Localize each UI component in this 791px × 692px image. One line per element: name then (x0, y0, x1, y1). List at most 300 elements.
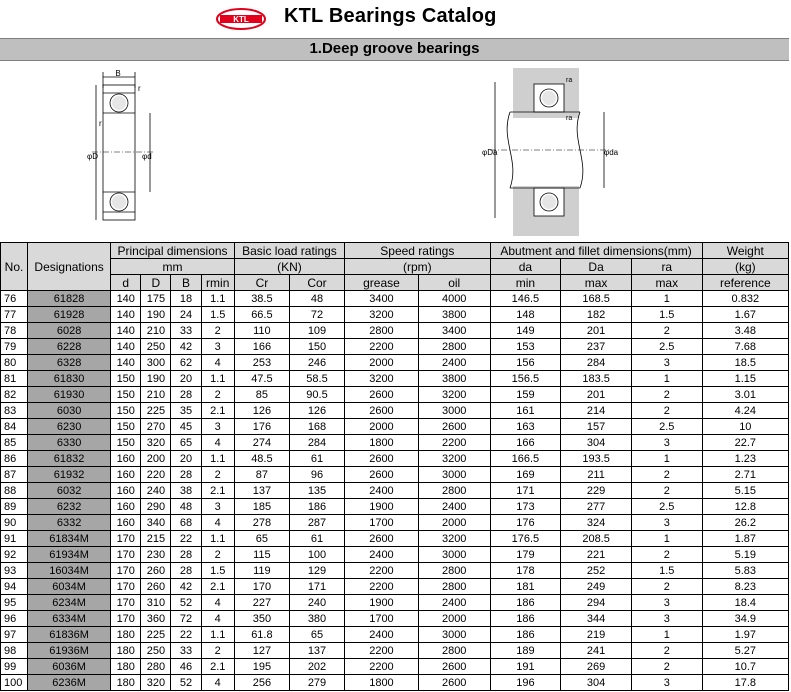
cell-D: 225 (141, 627, 171, 643)
cell-cr: 166 (234, 339, 289, 355)
cell-rmin: 1.5 (201, 307, 234, 323)
cell-weight: 3.01 (702, 387, 788, 403)
cell-D: 280 (141, 659, 171, 675)
cell-cor: 240 (289, 595, 344, 611)
table-row (1, 531, 789, 547)
cell-no: 87 (1, 467, 28, 483)
cell-ra-max: 2.5 (631, 419, 702, 435)
cell-cor: 284 (289, 435, 344, 451)
cell-Da-max: 284 (561, 355, 632, 371)
cell-oil: 4000 (418, 291, 490, 307)
cell-Da-max: 168.5 (561, 291, 632, 307)
cell-grease: 2600 (345, 467, 419, 483)
header-sub-rmin: rmin (201, 275, 234, 291)
header-no: No. (1, 243, 28, 291)
cell-B: 42 (171, 339, 201, 355)
table-row (1, 339, 789, 355)
cell-B: 72 (171, 611, 201, 627)
cell-da-min: 176.5 (490, 531, 561, 547)
table-row (1, 323, 789, 339)
table-row (1, 499, 789, 515)
cell-grease: 3200 (345, 307, 419, 323)
cell-designation: 6236M (28, 675, 111, 691)
cell-ra-max: 3 (631, 595, 702, 611)
header-weight-unit: (kg) (702, 259, 788, 275)
cell-cor: 48 (289, 291, 344, 307)
cell-cor: 202 (289, 659, 344, 675)
cell-designation: 61836M (28, 627, 111, 643)
header-sub-B: B (171, 275, 201, 291)
table-row (1, 643, 789, 659)
cell-designation: 61834M (28, 531, 111, 547)
cell-cor: 186 (289, 499, 344, 515)
cell-d: 150 (111, 371, 141, 387)
cell-Da-max: 193.5 (561, 451, 632, 467)
cell-designation: 61930 (28, 387, 111, 403)
cell-B: 33 (171, 643, 201, 659)
cell-ra-max: 2 (631, 579, 702, 595)
cell-d: 170 (111, 547, 141, 563)
cell-cr: 278 (234, 515, 289, 531)
catalog-header (0, 0, 791, 38)
cell-d: 170 (111, 531, 141, 547)
cell-weight: 10.7 (702, 659, 788, 675)
cell-D: 270 (141, 419, 171, 435)
cell-da-min: 173 (490, 499, 561, 515)
cell-Da-max: 229 (561, 483, 632, 499)
header-speed-ratings: Speed ratings (345, 243, 491, 259)
cell-d: 150 (111, 435, 141, 451)
cell-D: 340 (141, 515, 171, 531)
cell-weight: 5.19 (702, 547, 788, 563)
cell-grease: 2000 (345, 355, 419, 371)
table-row (1, 387, 789, 403)
cell-rmin: 2 (201, 323, 234, 339)
cell-Da-max: 183.5 (561, 371, 632, 387)
cell-designation: 6332 (28, 515, 111, 531)
header-speed-unit: (rpm) (345, 259, 491, 275)
cell-no: 93 (1, 563, 28, 579)
cell-B: 52 (171, 675, 201, 691)
ktl-logo (216, 8, 266, 30)
cell-d: 170 (111, 579, 141, 595)
cell-D: 175 (141, 291, 171, 307)
cell-weight: 8.23 (702, 579, 788, 595)
cell-da-min: 186 (490, 611, 561, 627)
cell-weight: 26.2 (702, 515, 788, 531)
cell-B: 22 (171, 531, 201, 547)
cell-no: 94 (1, 579, 28, 595)
cell-da-min: 166.5 (490, 451, 561, 467)
label-ra-side: ra (566, 115, 573, 122)
cell-B: 28 (171, 387, 201, 403)
cell-Da-max: 241 (561, 643, 632, 659)
cell-D: 300 (141, 355, 171, 371)
cell-weight: 34.9 (702, 611, 788, 627)
cell-no: 78 (1, 323, 28, 339)
table-row (1, 355, 789, 371)
cell-no: 77 (1, 307, 28, 323)
cell-no: 98 (1, 643, 28, 659)
cell-d: 160 (111, 483, 141, 499)
header-principal-dimensions: Principal dimensions (111, 243, 235, 259)
cell-grease: 2200 (345, 339, 419, 355)
cell-cor: 150 (289, 339, 344, 355)
cell-rmin: 1.1 (201, 371, 234, 387)
table-row (1, 675, 789, 691)
cell-no: 88 (1, 483, 28, 499)
cell-D: 210 (141, 387, 171, 403)
cell-cr: 127 (234, 643, 289, 659)
cell-cor: 96 (289, 467, 344, 483)
cell-cor: 287 (289, 515, 344, 531)
cell-Da-max: 201 (561, 323, 632, 339)
cell-rmin: 4 (201, 435, 234, 451)
cell-cr: 48.5 (234, 451, 289, 467)
table-row (1, 451, 789, 467)
header-ra: ra (631, 259, 702, 275)
cell-cor: 58.5 (289, 371, 344, 387)
cell-oil: 3000 (418, 467, 490, 483)
header-sub-grease: grease (345, 275, 419, 291)
cell-no: 100 (1, 675, 28, 691)
cell-grease: 2400 (345, 627, 419, 643)
cell-oil: 2600 (418, 659, 490, 675)
table-row (1, 483, 789, 499)
cell-D: 250 (141, 339, 171, 355)
cell-cor: 129 (289, 563, 344, 579)
cell-designation: 6328 (28, 355, 111, 371)
cell-da-min: 196 (490, 675, 561, 691)
cell-D: 310 (141, 595, 171, 611)
cell-da-min: 156 (490, 355, 561, 371)
cell-ra-max: 1 (631, 291, 702, 307)
cell-no: 85 (1, 435, 28, 451)
bearing-mounting-drawing (482, 68, 619, 236)
cell-designation: 61932 (28, 467, 111, 483)
label-inner-abutment-diameter: φda (604, 148, 619, 157)
cell-weight: 18.4 (702, 595, 788, 611)
cell-grease: 2400 (345, 483, 419, 499)
cell-ra-max: 3 (631, 435, 702, 451)
cell-grease: 1900 (345, 499, 419, 515)
cell-designation: 6330 (28, 435, 111, 451)
subheader-row (1, 275, 789, 291)
cell-no: 97 (1, 627, 28, 643)
cell-designation: 6230 (28, 419, 111, 435)
cell-cr: 38.5 (234, 291, 289, 307)
cell-oil: 2800 (418, 579, 490, 595)
cell-weight: 0.832 (702, 291, 788, 307)
cell-d: 160 (111, 451, 141, 467)
cell-rmin: 3 (201, 419, 234, 435)
cell-cor: 65 (289, 627, 344, 643)
cell-rmin: 1.1 (201, 531, 234, 547)
cell-d: 140 (111, 307, 141, 323)
cell-cr: 47.5 (234, 371, 289, 387)
cell-ra-max: 2 (631, 547, 702, 563)
cell-oil: 3400 (418, 323, 490, 339)
table-row (1, 419, 789, 435)
cell-weight: 2.71 (702, 467, 788, 483)
cell-grease: 2200 (345, 659, 419, 675)
cell-ra-max: 3 (631, 515, 702, 531)
cell-oil: 2000 (418, 515, 490, 531)
cell-oil: 3200 (418, 451, 490, 467)
header-weight: Weight (702, 243, 788, 259)
cell-Da-max: 294 (561, 595, 632, 611)
cell-rmin: 1.1 (201, 451, 234, 467)
cell-Da-max: 208.5 (561, 531, 632, 547)
cell-rmin: 2 (201, 387, 234, 403)
cell-oil: 3000 (418, 627, 490, 643)
cell-Da-max: 324 (561, 515, 632, 531)
cell-cr: 66.5 (234, 307, 289, 323)
cell-da-min: 181 (490, 579, 561, 595)
cell-D: 200 (141, 451, 171, 467)
cell-Da-max: 201 (561, 387, 632, 403)
label-ra-top: ra (566, 77, 573, 84)
cell-da-min: 179 (490, 547, 561, 563)
cell-grease: 3400 (345, 291, 419, 307)
cell-d: 140 (111, 339, 141, 355)
table-row (1, 547, 789, 563)
cell-grease: 2000 (345, 419, 419, 435)
cell-ra-max: 1.5 (631, 307, 702, 323)
cell-da-min: 148 (490, 307, 561, 323)
cell-no: 99 (1, 659, 28, 675)
cell-weight: 22.7 (702, 435, 788, 451)
cell-grease: 2200 (345, 643, 419, 659)
cell-ra-max: 2 (631, 323, 702, 339)
cell-grease: 1800 (345, 675, 419, 691)
header-sub-d: d (111, 275, 141, 291)
table-row (1, 515, 789, 531)
cell-oil: 2400 (418, 595, 490, 611)
cell-designation: 6028 (28, 323, 111, 339)
cell-grease: 2600 (345, 531, 419, 547)
cell-grease: 1700 (345, 515, 419, 531)
cell-D: 190 (141, 371, 171, 387)
cell-weight: 10 (702, 419, 788, 435)
cell-d: 170 (111, 611, 141, 627)
cell-grease: 2600 (345, 403, 419, 419)
cell-designation: 6232 (28, 499, 111, 515)
cell-D: 320 (141, 435, 171, 451)
label-b: B (115, 69, 121, 78)
cell-B: 20 (171, 451, 201, 467)
cell-B: 38 (171, 483, 201, 499)
table-row (1, 307, 789, 323)
cell-grease: 2200 (345, 563, 419, 579)
cell-ra-max: 2 (631, 467, 702, 483)
cell-no: 76 (1, 291, 28, 307)
header-sub-cr: Cr (234, 275, 289, 291)
cell-designation: 6032 (28, 483, 111, 499)
bearings-table (0, 242, 789, 691)
cell-weight: 12.8 (702, 499, 788, 515)
cell-cr: 185 (234, 499, 289, 515)
cell-cr: 137 (234, 483, 289, 499)
cell-cor: 279 (289, 675, 344, 691)
cell-weight: 5.27 (702, 643, 788, 659)
cell-designation: 61830 (28, 371, 111, 387)
cell-B: 45 (171, 419, 201, 435)
cell-rmin: 2.1 (201, 659, 234, 675)
cell-grease: 2800 (345, 323, 419, 339)
cell-B: 62 (171, 355, 201, 371)
cell-oil: 3000 (418, 547, 490, 563)
cell-rmin: 4 (201, 595, 234, 611)
cell-designation: 16034M (28, 563, 111, 579)
cell-ra-max: 2.5 (631, 499, 702, 515)
cell-Da-max: 252 (561, 563, 632, 579)
cell-weight: 1.67 (702, 307, 788, 323)
cell-cor: 137 (289, 643, 344, 659)
cell-ra-max: 1 (631, 371, 702, 387)
cell-rmin: 2 (201, 467, 234, 483)
cell-no: 96 (1, 611, 28, 627)
cell-designation: 6036M (28, 659, 111, 675)
cell-da-min: 149 (490, 323, 561, 339)
cell-rmin: 4 (201, 515, 234, 531)
cell-oil: 2800 (418, 483, 490, 499)
table-body (1, 291, 789, 691)
cell-da-min: 169 (490, 467, 561, 483)
cell-da-min: 153 (490, 339, 561, 355)
cell-cor: 90.5 (289, 387, 344, 403)
cell-cor: 72 (289, 307, 344, 323)
cell-cr: 110 (234, 323, 289, 339)
cell-da-min: 166 (490, 435, 561, 451)
label-outer-abutment-diameter: φDa (482, 148, 498, 157)
cell-oil: 2600 (418, 419, 490, 435)
cell-da-min: 163 (490, 419, 561, 435)
cell-grease: 2400 (345, 547, 419, 563)
cell-oil: 3800 (418, 371, 490, 387)
cell-d: 150 (111, 403, 141, 419)
header-load-unit: (KN) (234, 259, 344, 275)
cell-weight: 1.23 (702, 451, 788, 467)
cell-d: 150 (111, 387, 141, 403)
cell-B: 22 (171, 627, 201, 643)
cell-cr: 119 (234, 563, 289, 579)
cell-cor: 61 (289, 451, 344, 467)
cell-rmin: 2 (201, 643, 234, 659)
cell-B: 68 (171, 515, 201, 531)
cell-Da-max: 304 (561, 435, 632, 451)
cell-oil: 3200 (418, 387, 490, 403)
cell-weight: 5.83 (702, 563, 788, 579)
cell-cr: 126 (234, 403, 289, 419)
cell-da-min: 186 (490, 627, 561, 643)
cell-da-min: 156.5 (490, 371, 561, 387)
cell-cr: 256 (234, 675, 289, 691)
cell-Da-max: 219 (561, 627, 632, 643)
cell-Da-max: 157 (561, 419, 632, 435)
cell-cr: 170 (234, 579, 289, 595)
table-row (1, 595, 789, 611)
cell-Da-max: 277 (561, 499, 632, 515)
cell-Da-max: 211 (561, 467, 632, 483)
cell-designation: 6228 (28, 339, 111, 355)
cell-cor: 246 (289, 355, 344, 371)
bearing-drawings (0, 60, 791, 242)
cell-B: 28 (171, 547, 201, 563)
label-inner-diameter: φd (142, 152, 152, 161)
table-row (1, 435, 789, 451)
cell-da-min: 171 (490, 483, 561, 499)
cell-Da-max: 269 (561, 659, 632, 675)
cell-designation: 6030 (28, 403, 111, 419)
cell-designation: 6334M (28, 611, 111, 627)
cell-B: 65 (171, 435, 201, 451)
cell-grease: 2600 (345, 451, 419, 467)
table-row (1, 627, 789, 643)
cell-D: 260 (141, 579, 171, 595)
cell-oil: 2400 (418, 355, 490, 371)
cell-ra-max: 1.5 (631, 563, 702, 579)
cell-designation: 61828 (28, 291, 111, 307)
cell-oil: 2000 (418, 611, 490, 627)
cell-D: 260 (141, 563, 171, 579)
cell-cr: 65 (234, 531, 289, 547)
cell-no: 84 (1, 419, 28, 435)
cell-d: 140 (111, 323, 141, 339)
cell-ra-max: 1 (631, 531, 702, 547)
cell-rmin: 1.5 (201, 563, 234, 579)
cell-grease: 1900 (345, 595, 419, 611)
cell-weight: 18.5 (702, 355, 788, 371)
cell-da-min: 159 (490, 387, 561, 403)
cell-rmin: 1.1 (201, 291, 234, 307)
cell-designation: 61928 (28, 307, 111, 323)
cell-D: 230 (141, 547, 171, 563)
cell-cr: 227 (234, 595, 289, 611)
cell-B: 18 (171, 291, 201, 307)
cell-ra-max: 2 (631, 483, 702, 499)
table-row (1, 371, 789, 387)
cell-no: 89 (1, 499, 28, 515)
cell-B: 28 (171, 563, 201, 579)
cell-rmin: 3 (201, 499, 234, 515)
cell-B: 28 (171, 467, 201, 483)
cell-ra-max: 2 (631, 387, 702, 403)
cell-da-min: 189 (490, 643, 561, 659)
header-sub-reference: reference (702, 275, 788, 291)
cell-designation: 61936M (28, 643, 111, 659)
cell-d: 160 (111, 499, 141, 515)
cell-designation: 6034M (28, 579, 111, 595)
cell-rmin: 2.1 (201, 483, 234, 499)
cell-cr: 274 (234, 435, 289, 451)
header-sub-D: D (141, 275, 171, 291)
cell-B: 48 (171, 499, 201, 515)
cell-weight: 17.8 (702, 675, 788, 691)
cell-rmin: 4 (201, 611, 234, 627)
cell-cor: 135 (289, 483, 344, 499)
bearings-table-container (0, 242, 789, 691)
cell-B: 33 (171, 323, 201, 339)
header-sub-ra-max: max (631, 275, 702, 291)
cell-oil: 2200 (418, 435, 490, 451)
cell-da-min: 176 (490, 515, 561, 531)
cell-no: 95 (1, 595, 28, 611)
cell-cr: 61.8 (234, 627, 289, 643)
cell-grease: 3200 (345, 371, 419, 387)
cell-Da-max: 221 (561, 547, 632, 563)
table-row (1, 403, 789, 419)
